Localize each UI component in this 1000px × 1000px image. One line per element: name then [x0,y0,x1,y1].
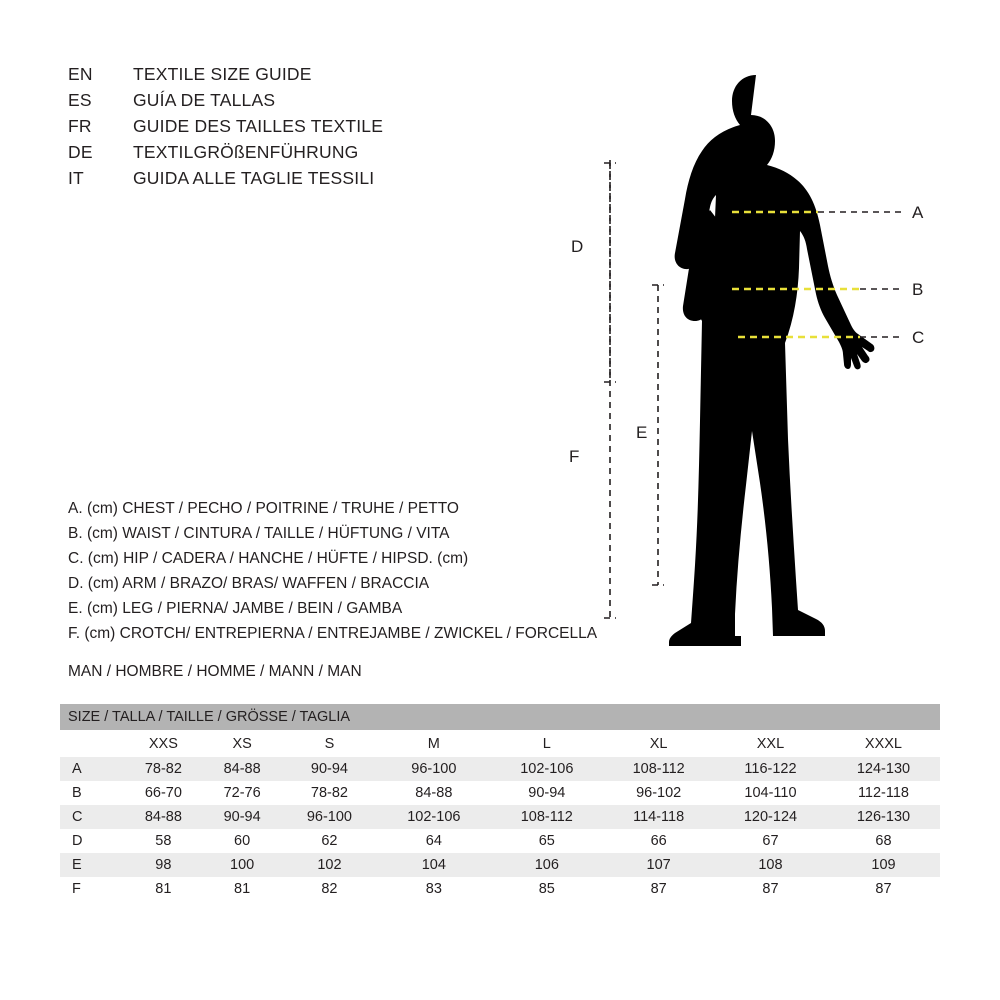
table-cell: 81 [203,877,282,901]
table-cell: 114-118 [603,805,714,829]
language-code: EN [68,64,93,84]
language-title-block [68,64,383,194]
table-cell: 98 [124,853,203,877]
table-cell: 84-88 [124,805,203,829]
table-cell: 116-122 [714,757,827,781]
table-row [60,805,940,829]
column-header: L [490,730,603,757]
column-header: XS [203,730,282,757]
legend-item: D. (cm) ARM / BRAZO/ BRAS/ WAFFEN / BRACCIA [68,575,430,592]
table-cell: 90-94 [490,781,603,805]
crotch-length-bracket [604,160,616,618]
legend-item: C. (cm) HIP / CADERA / HANCHE / HÜFTE / HIPSD. (cm) [68,550,469,567]
man-silhouette-shape [669,75,874,646]
table-row [60,757,940,781]
language-code: FR [68,116,92,136]
language-row [68,116,383,142]
row-label: C [60,805,124,829]
table-cell: 108-112 [490,805,603,829]
table-cell: 82 [282,877,378,901]
table-row [60,877,940,901]
table-cell: 72-76 [203,781,282,805]
table-cell: 90-94 [282,757,378,781]
column-header: M [377,730,490,757]
language-row [68,168,383,194]
table-cell: 66 [603,829,714,853]
table-cell: 106 [490,853,603,877]
row-label: E [60,853,124,877]
row-label: D [60,829,124,853]
table-cell: 84-88 [203,757,282,781]
table-cell: 104-110 [714,781,827,805]
size-table [60,704,940,901]
table-cell: 104 [377,853,490,877]
corner-cell [60,730,124,757]
table-cell: 102 [282,853,378,877]
language-code: IT [68,168,84,188]
language-title: GUIDE DES TAILLES TEXTILE [133,116,384,136]
language-row [68,142,383,168]
language-title: GUÍA DE TALLAS [133,90,276,110]
language-title: GUIDA ALLE TAGLIE TESSILI [133,168,375,188]
table-cell: 65 [490,829,603,853]
column-header: XXL [714,730,827,757]
table-cell: 108 [714,853,827,877]
table-cell: 107 [603,853,714,877]
table-cell: 109 [827,853,940,877]
label-a: A [912,203,924,222]
language-row [68,64,383,90]
table-row [60,829,940,853]
table-cell: 100 [203,853,282,877]
table-cell: 85 [490,877,603,901]
label-d: D [571,237,584,256]
table-column-header-row [60,730,940,757]
language-code: DE [68,142,93,162]
leg-length-bracket [652,285,664,585]
table-cell: 112-118 [827,781,940,805]
row-label: B [60,781,124,805]
table-header-band [60,704,940,730]
column-header: S [282,730,378,757]
language-row [68,90,383,116]
table-cell: 96-102 [603,781,714,805]
column-header: XXS [124,730,203,757]
row-label: A [60,757,124,781]
label-f: F [569,447,580,466]
table-cell: 87 [827,877,940,901]
table-cell: 83 [377,877,490,901]
table-cell: 102-106 [490,757,603,781]
table-cell: 124-130 [827,757,940,781]
gender-note: MAN / HOMBRE / HOMME / MANN / MAN [68,663,362,680]
table-cell: 90-94 [203,805,282,829]
table-row [60,781,940,805]
table-cell: 58 [124,829,203,853]
table-cell: 64 [377,829,490,853]
table-cell: 120-124 [714,805,827,829]
table-cell: 84-88 [377,781,490,805]
table-cell: 60 [203,829,282,853]
table-cell: 96-100 [282,805,378,829]
language-title: TEXTILE SIZE GUIDE [133,64,312,84]
legend-item: A. (cm) CHEST / PECHO / POITRINE / TRUHE / PETTO [68,500,459,517]
legend-item: B. (cm) WAIST / CINTURA / TAILLE / HÜFTUNG / VITA [68,525,450,542]
row-label: F [60,877,124,901]
legend-item: F. (cm) CROTCH/ ENTREPIERNA / ENTREJAMBE / ZWICKEL / FORCELLA [68,625,598,642]
language-title: TEXTILGRÖßENFÜHRUNG [133,142,359,162]
measurement-legend [68,500,597,650]
table-cell: 66-70 [124,781,203,805]
table-cell: 102-106 [377,805,490,829]
table-cell: 108-112 [603,757,714,781]
table-cell: 81 [124,877,203,901]
legend-item: E. (cm) LEG / PIERNA/ JAMBE / BEIN / GAMBA [68,600,403,617]
figure-silhouette-diagram [560,40,980,680]
label-c: C [912,328,925,347]
table-cell: 78-82 [124,757,203,781]
table-cell: 78-82 [282,781,378,805]
table-row [60,853,940,877]
table-cell: 87 [714,877,827,901]
language-code: ES [68,90,92,110]
table-cell: 67 [714,829,827,853]
table-cell: 87 [603,877,714,901]
column-header: XL [603,730,714,757]
table-cell: 96-100 [377,757,490,781]
table-cell: 68 [827,829,940,853]
table-header-label: SIZE / TALLA / TAILLE / GRÖSSE / TAGLIA [60,704,940,730]
table-cell: 62 [282,829,378,853]
column-header: XXXL [827,730,940,757]
label-b: B [912,280,924,299]
table-cell: 126-130 [827,805,940,829]
label-e: E [636,423,648,442]
